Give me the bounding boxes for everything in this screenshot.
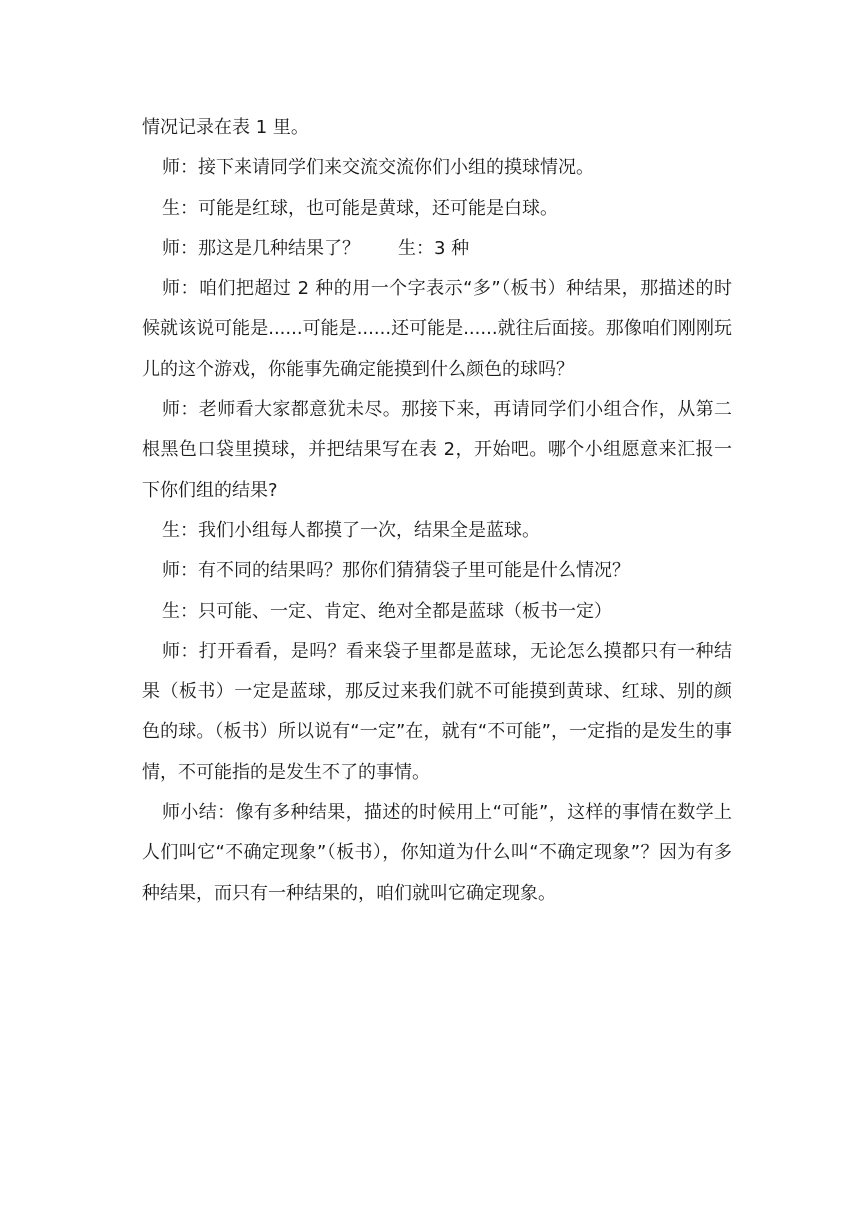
document-body [142,108,732,914]
paragraph-5: 师：咱们把超过 2 种的用一个字表示“多”（板书）种结果，那描述的时候就该说可能是......可能是......还可能是......就往后面接。那像咱们刚刚玩儿的这个游戏，你能事先确定能摸到什么颜色的球吗？ [142,278,732,380]
paragraph-7: 生：我们小组每人都摸了一次，结果全是蓝球。 [162,519,540,541]
paragraph-3: 生：可能是红球，也可能是黄球，还可能是白球。 [162,197,558,219]
paragraph-11: 师小结：像有多种结果，描述的时候用上“可能”，这样的事情在数学上人们叫它“不确定现象”（板书），你知道为什么叫“不确定现象”？因为有多种结果，而只有一种结果的，咱们就叫它确定现象。 [142,802,732,904]
paragraph-8: 师：有不同的结果吗？那你们猜猜袋子里可能是什么情况？ [162,560,630,582]
teacher-question: 师：那这是几种结果了？ [162,237,360,259]
paragraph-9: 生：只可能、一定、肯定、绝对全都是蓝球（板书一定） [162,600,612,622]
dialogue-line [142,229,732,269]
paragraph-10: 师：打开看看，是吗？看来袋子里都是蓝球，无论怎么摸都只有一种结果（板书）一定是蓝球，那反过来我们就不可能摸到黄球、红球、别的颜色的球。（板书）所以说有“一定”在，就有“不可能”，一定指的是发生的事情，不可能指的是发生不了的事情。 [142,640,732,783]
paragraph-6: 师：老师看大家都意犹未尽。那接下来，再请同学们小组合作，从第二根黑色口袋里摸球，并把结果写在表 2，开始吧。哪个小组愿意来汇报一下你们组的结果? [142,399,732,501]
student-answer: 生：3 种 [398,237,470,259]
paragraph-1: 情况记录在表 1 里。 [142,117,309,138]
paragraph-2: 师：接下来请同学们来交流交流你们小组的摸球情况。 [162,157,594,179]
